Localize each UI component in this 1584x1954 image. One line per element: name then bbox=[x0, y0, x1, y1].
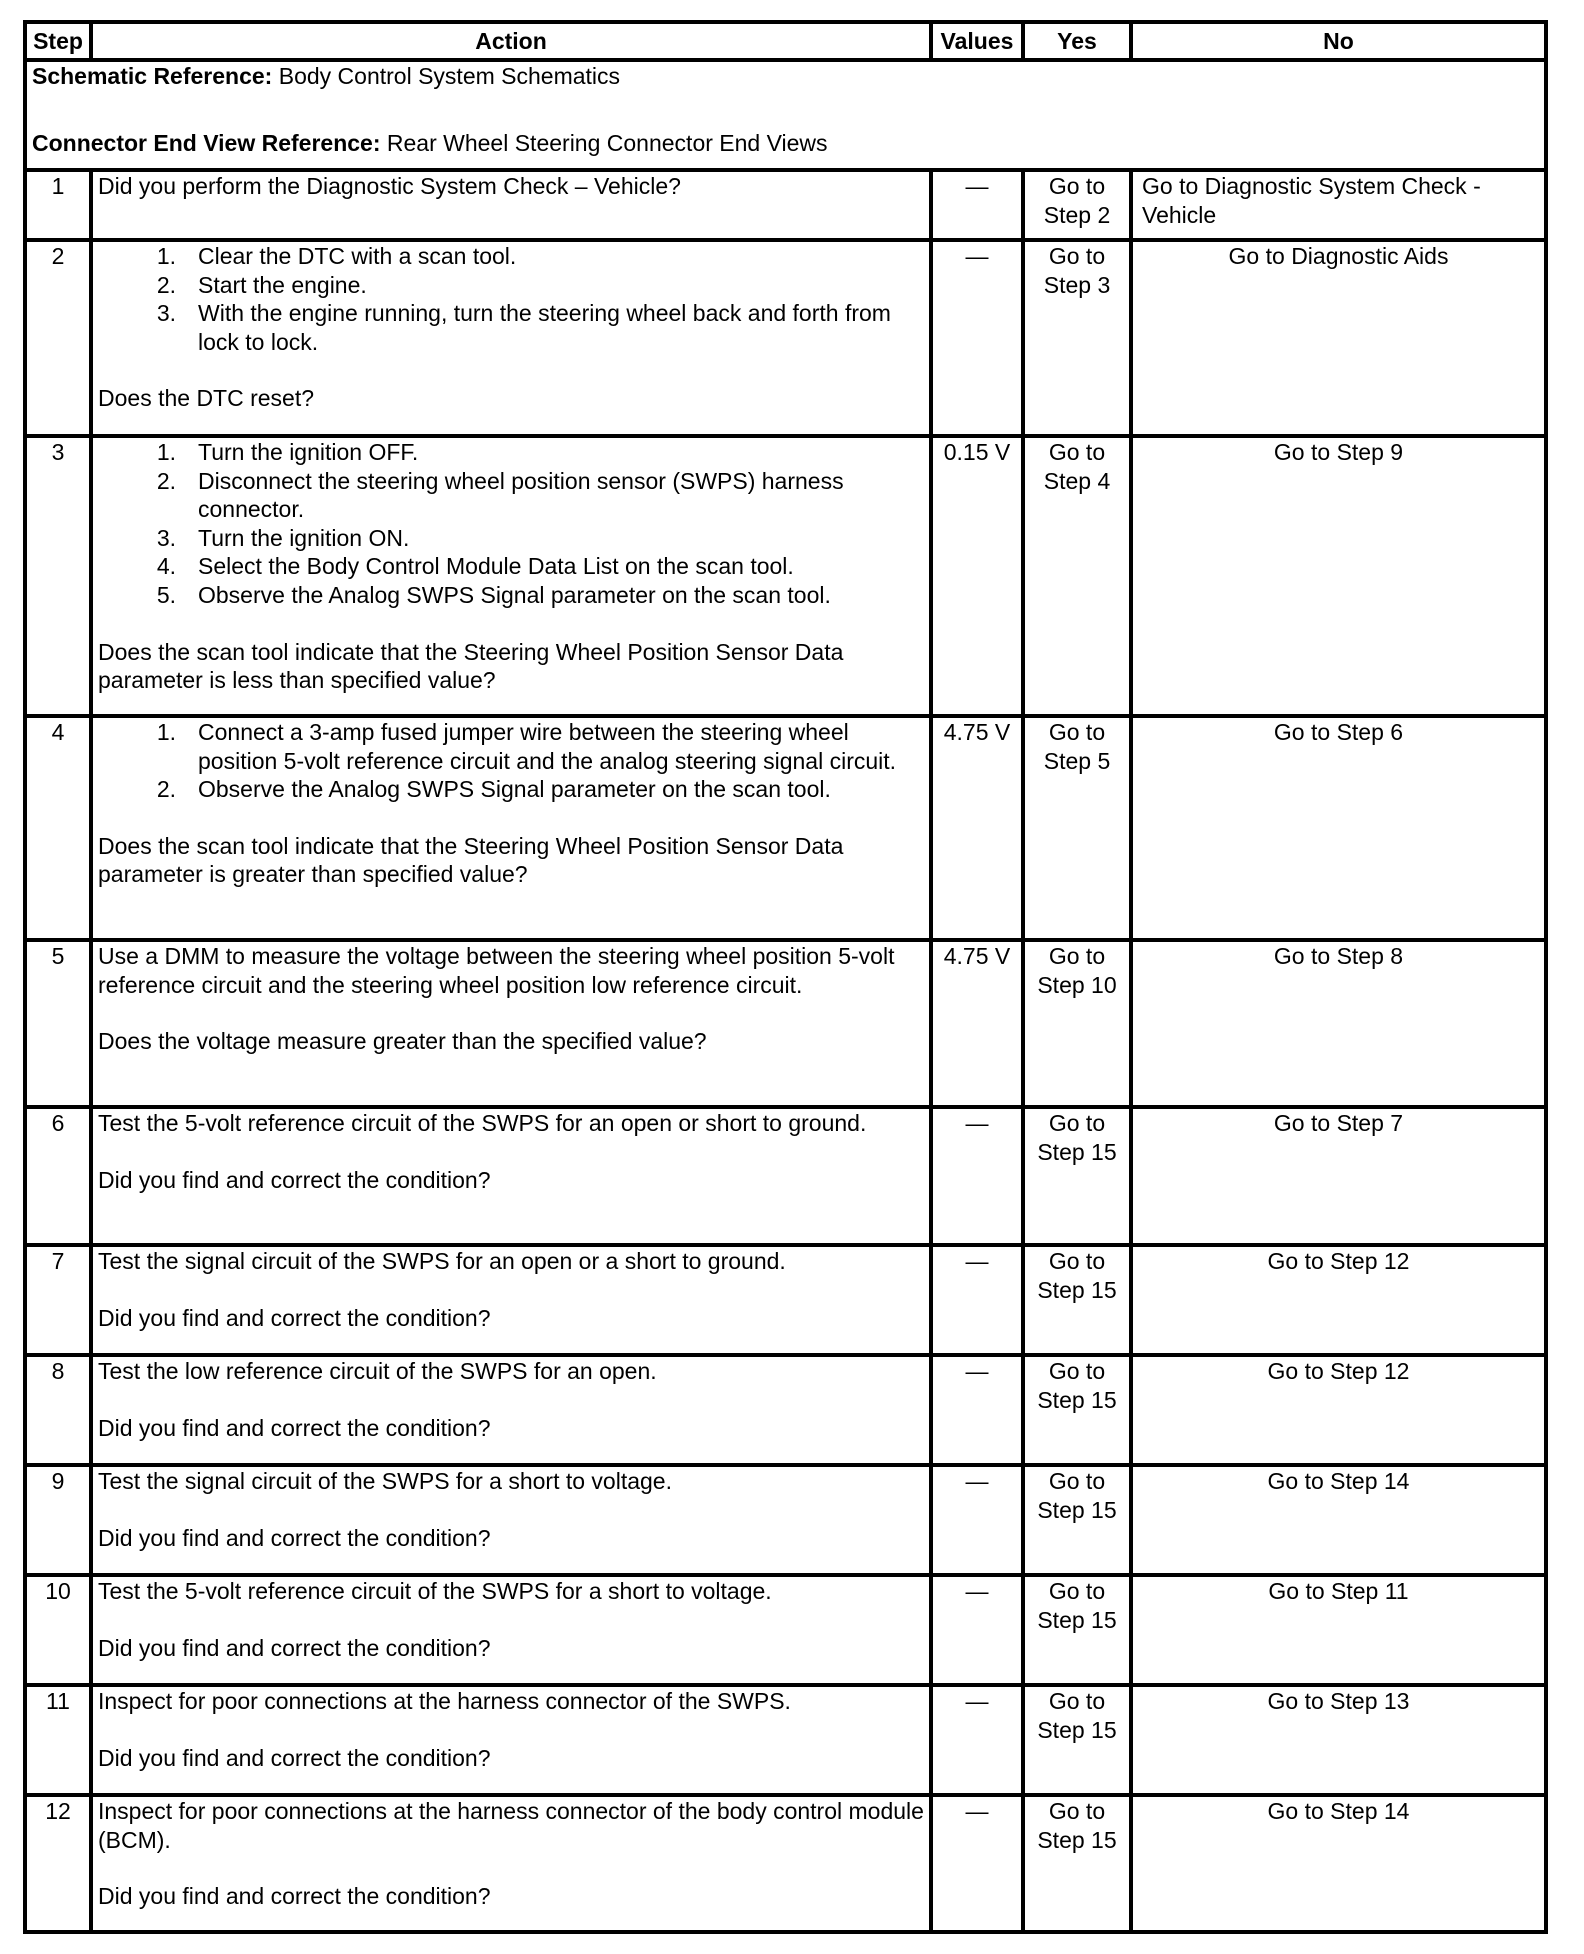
action-question: Did you find and correct the condition? bbox=[98, 1524, 491, 1551]
yes-link[interactable]: Go to Step 15 bbox=[1023, 1107, 1131, 1245]
diagnostic-table bbox=[23, 20, 1548, 1934]
step-value: — bbox=[931, 1795, 1023, 1932]
action-item-number: 1. bbox=[156, 439, 176, 465]
step-value: 4.75 V bbox=[931, 716, 1023, 940]
action-list-item bbox=[98, 552, 924, 581]
no-link[interactable]: Go to Step 14 bbox=[1131, 1465, 1546, 1575]
reference-cell bbox=[25, 60, 1546, 170]
step-value: — bbox=[931, 1245, 1023, 1355]
action-item-text: Turn the ignition OFF. bbox=[198, 439, 419, 465]
action-list bbox=[98, 718, 924, 804]
step-value: — bbox=[931, 170, 1023, 240]
action-item-number: 4. bbox=[156, 553, 176, 580]
step-value: — bbox=[931, 240, 1023, 436]
step-action bbox=[91, 436, 931, 716]
step-action bbox=[91, 940, 931, 1107]
action-item-text: Connect a 3-amp fused jumper wire between the steering wheel position 5-volt reference circuit and the analog steering signal circuit. bbox=[198, 719, 897, 774]
action-list-item bbox=[98, 581, 924, 610]
action-item-number: 1. bbox=[156, 243, 176, 269]
action-list-item bbox=[98, 775, 924, 804]
step-row bbox=[25, 170, 1546, 240]
action-text: Test the 5-volt reference circuit of the SWPS for a short to voltage. bbox=[98, 1578, 772, 1604]
no-link[interactable]: Go to Step 12 bbox=[1131, 1355, 1546, 1465]
step-action bbox=[91, 1575, 931, 1685]
step-number: 3 bbox=[25, 436, 91, 716]
action-question: Does the voltage measure greater than the specified value? bbox=[98, 1028, 707, 1055]
no-link[interactable]: Go to Step 9 bbox=[1131, 436, 1546, 716]
no-link[interactable]: Go to Step 13 bbox=[1131, 1685, 1546, 1795]
action-question: Did you find and correct the condition? bbox=[98, 1304, 491, 1331]
action-list-item bbox=[98, 271, 924, 300]
yes-link[interactable]: Go to Step 2 bbox=[1023, 170, 1131, 240]
step-action bbox=[91, 1465, 931, 1575]
action-list-item bbox=[98, 467, 924, 524]
action-list-item bbox=[98, 718, 924, 775]
schematic-reference-label: Schematic Reference: bbox=[32, 63, 273, 89]
schematic-reference bbox=[32, 62, 1539, 91]
action-item-text: Clear the DTC with a scan tool. bbox=[198, 243, 517, 269]
action-item-text: Observe the Analog SWPS Signal parameter on the scan tool. bbox=[198, 581, 831, 608]
step-value: 0.15 V bbox=[931, 436, 1023, 716]
yes-link[interactable]: Go to Step 4 bbox=[1023, 436, 1131, 716]
connector-reference-label: Connector End View Reference: bbox=[32, 129, 381, 156]
yes-link[interactable]: Go to Step 3 bbox=[1023, 240, 1131, 436]
no-link[interactable]: Go to Diagnostic Aids bbox=[1131, 240, 1546, 436]
step-value: — bbox=[931, 1685, 1023, 1795]
step-row bbox=[25, 240, 1546, 436]
step-action bbox=[91, 1107, 931, 1245]
step-row bbox=[25, 436, 1546, 716]
step-row bbox=[25, 1355, 1546, 1465]
step-row bbox=[25, 716, 1546, 940]
step-action bbox=[91, 1795, 931, 1932]
header-yes: Yes bbox=[1023, 22, 1131, 60]
action-item-text: With the engine running, turn the steering wheel back and forth from lock to lock. bbox=[198, 300, 891, 355]
header-values: Values bbox=[931, 22, 1023, 60]
action-item-number: 1. bbox=[156, 719, 176, 745]
action-item-number: 3. bbox=[156, 300, 176, 327]
step-number: 4 bbox=[25, 716, 91, 940]
step-action bbox=[91, 240, 931, 436]
action-item-text: Disconnect the steering wheel position sensor (SWPS) harness connector. bbox=[198, 467, 844, 523]
step-number: 11 bbox=[25, 1685, 91, 1795]
action-list-item bbox=[98, 524, 924, 553]
action-question: Did you find and correct the condition? bbox=[98, 1414, 491, 1441]
step-action bbox=[91, 1355, 931, 1465]
step-action bbox=[91, 1685, 931, 1795]
step-value: — bbox=[931, 1355, 1023, 1465]
step-number: 5 bbox=[25, 940, 91, 1107]
action-question: Did you find and correct the condition? bbox=[98, 1744, 491, 1771]
step-row bbox=[25, 1107, 1546, 1245]
header-row bbox=[25, 22, 1546, 60]
step-value: — bbox=[931, 1575, 1023, 1685]
action-item-text: Select the Body Control Module Data List on the scan tool. bbox=[198, 553, 794, 580]
step-value: — bbox=[931, 1107, 1023, 1245]
step-row bbox=[25, 1685, 1546, 1795]
schematic-reference-link[interactable]: Body Control System Schematics bbox=[272, 63, 621, 89]
yes-link[interactable]: Go to Step 15 bbox=[1023, 1575, 1131, 1685]
no-link[interactable]: Go to Diagnostic System Check - Vehicle bbox=[1131, 170, 1546, 240]
action-list bbox=[98, 242, 924, 356]
action-text: Test the 5-volt reference circuit of the SWPS for an open or short to ground. bbox=[98, 1110, 867, 1136]
step-row bbox=[25, 1575, 1546, 1685]
step-action bbox=[91, 170, 931, 240]
action-list-item bbox=[98, 242, 924, 271]
yes-link[interactable]: Go to Step 15 bbox=[1023, 1465, 1131, 1575]
no-link[interactable]: Go to Step 7 bbox=[1131, 1107, 1546, 1245]
action-question: Did you find and correct the condition? bbox=[98, 1634, 491, 1661]
action-question: Does the scan tool indicate that the Steering Wheel Position Sensor Data parameter is greater than specified value? bbox=[98, 832, 844, 888]
yes-link[interactable]: Go to Step 15 bbox=[1023, 1245, 1131, 1355]
header-no: No bbox=[1131, 22, 1546, 60]
step-action bbox=[91, 1245, 931, 1355]
action-item-text: Observe the Analog SWPS Signal parameter on the scan tool. bbox=[198, 776, 831, 803]
no-link[interactable]: Go to Step 14 bbox=[1131, 1795, 1546, 1932]
connector-reference-link[interactable]: Rear Wheel Steering Connector End Views bbox=[380, 129, 828, 156]
action-item-number: 2. bbox=[156, 271, 176, 298]
action-question: Did you find and correct the condition? bbox=[98, 1166, 491, 1193]
header-step: Step bbox=[25, 22, 91, 60]
step-value: 4.75 V bbox=[931, 940, 1023, 1107]
action-item-number: 3. bbox=[156, 524, 176, 551]
action-item-text: Turn the ignition ON. bbox=[198, 524, 410, 551]
action-text: Test the signal circuit of the SWPS for an open or a short to ground. bbox=[98, 1248, 786, 1274]
step-number: 8 bbox=[25, 1355, 91, 1465]
action-list-item bbox=[98, 438, 924, 467]
step-row bbox=[25, 1465, 1546, 1575]
action-text: Test the low reference circuit of the SWPS for an open. bbox=[98, 1358, 657, 1384]
step-value: — bbox=[931, 1465, 1023, 1575]
step-number: 7 bbox=[25, 1245, 91, 1355]
step-number: 2 bbox=[25, 240, 91, 436]
step-action bbox=[91, 716, 931, 940]
no-link[interactable]: Go to Step 12 bbox=[1131, 1245, 1546, 1355]
no-link[interactable]: Go to Step 11 bbox=[1131, 1575, 1546, 1685]
action-list bbox=[98, 438, 924, 610]
yes-link[interactable]: Go to Step 15 bbox=[1023, 1355, 1131, 1465]
action-question: Does the scan tool indicate that the Steering Wheel Position Sensor Data parameter is less than specified value? bbox=[98, 638, 844, 694]
step-row bbox=[25, 1795, 1546, 1932]
step-number: 12 bbox=[25, 1795, 91, 1932]
step-number: 1 bbox=[25, 170, 91, 240]
yes-link[interactable]: Go to Step 15 bbox=[1023, 1795, 1131, 1932]
action-item-number: 2. bbox=[156, 776, 176, 803]
action-question: Did you find and correct the condition? bbox=[98, 1883, 491, 1910]
action-list-item bbox=[98, 299, 924, 356]
no-link[interactable]: Go to Step 6 bbox=[1131, 716, 1546, 940]
step-row bbox=[25, 1245, 1546, 1355]
action-text: Inspect for poor connections at the harness connector of the SWPS. bbox=[98, 1688, 791, 1714]
yes-link[interactable]: Go to Step 10 bbox=[1023, 940, 1131, 1107]
action-text: Did you perform the Diagnostic System Check – Vehicle? bbox=[98, 173, 681, 199]
no-link[interactable]: Go to Step 8 bbox=[1131, 940, 1546, 1107]
action-question: Does the DTC reset? bbox=[98, 385, 315, 412]
header-action: Action bbox=[91, 22, 931, 60]
action-text: Inspect for poor connections at the harness connector of the body control module (BCM). bbox=[98, 1798, 924, 1853]
action-text: Test the signal circuit of the SWPS for a short to voltage. bbox=[98, 1468, 672, 1494]
connector-reference bbox=[32, 129, 1539, 158]
action-item-text: Start the engine. bbox=[198, 271, 367, 298]
action-text: Use a DMM to measure the voltage between the steering wheel position 5-volt reference circuit and the steering wheel position low reference circuit. bbox=[98, 943, 895, 998]
yes-link[interactable]: Go to Step 5 bbox=[1023, 716, 1131, 940]
yes-link[interactable]: Go to Step 15 bbox=[1023, 1685, 1131, 1795]
step-number: 9 bbox=[25, 1465, 91, 1575]
table-body bbox=[25, 60, 1546, 1932]
step-row bbox=[25, 940, 1546, 1107]
step-number: 6 bbox=[25, 1107, 91, 1245]
reference-row bbox=[25, 60, 1546, 170]
action-item-number: 2. bbox=[156, 467, 176, 494]
step-number: 10 bbox=[25, 1575, 91, 1685]
action-item-number: 5. bbox=[156, 581, 176, 608]
